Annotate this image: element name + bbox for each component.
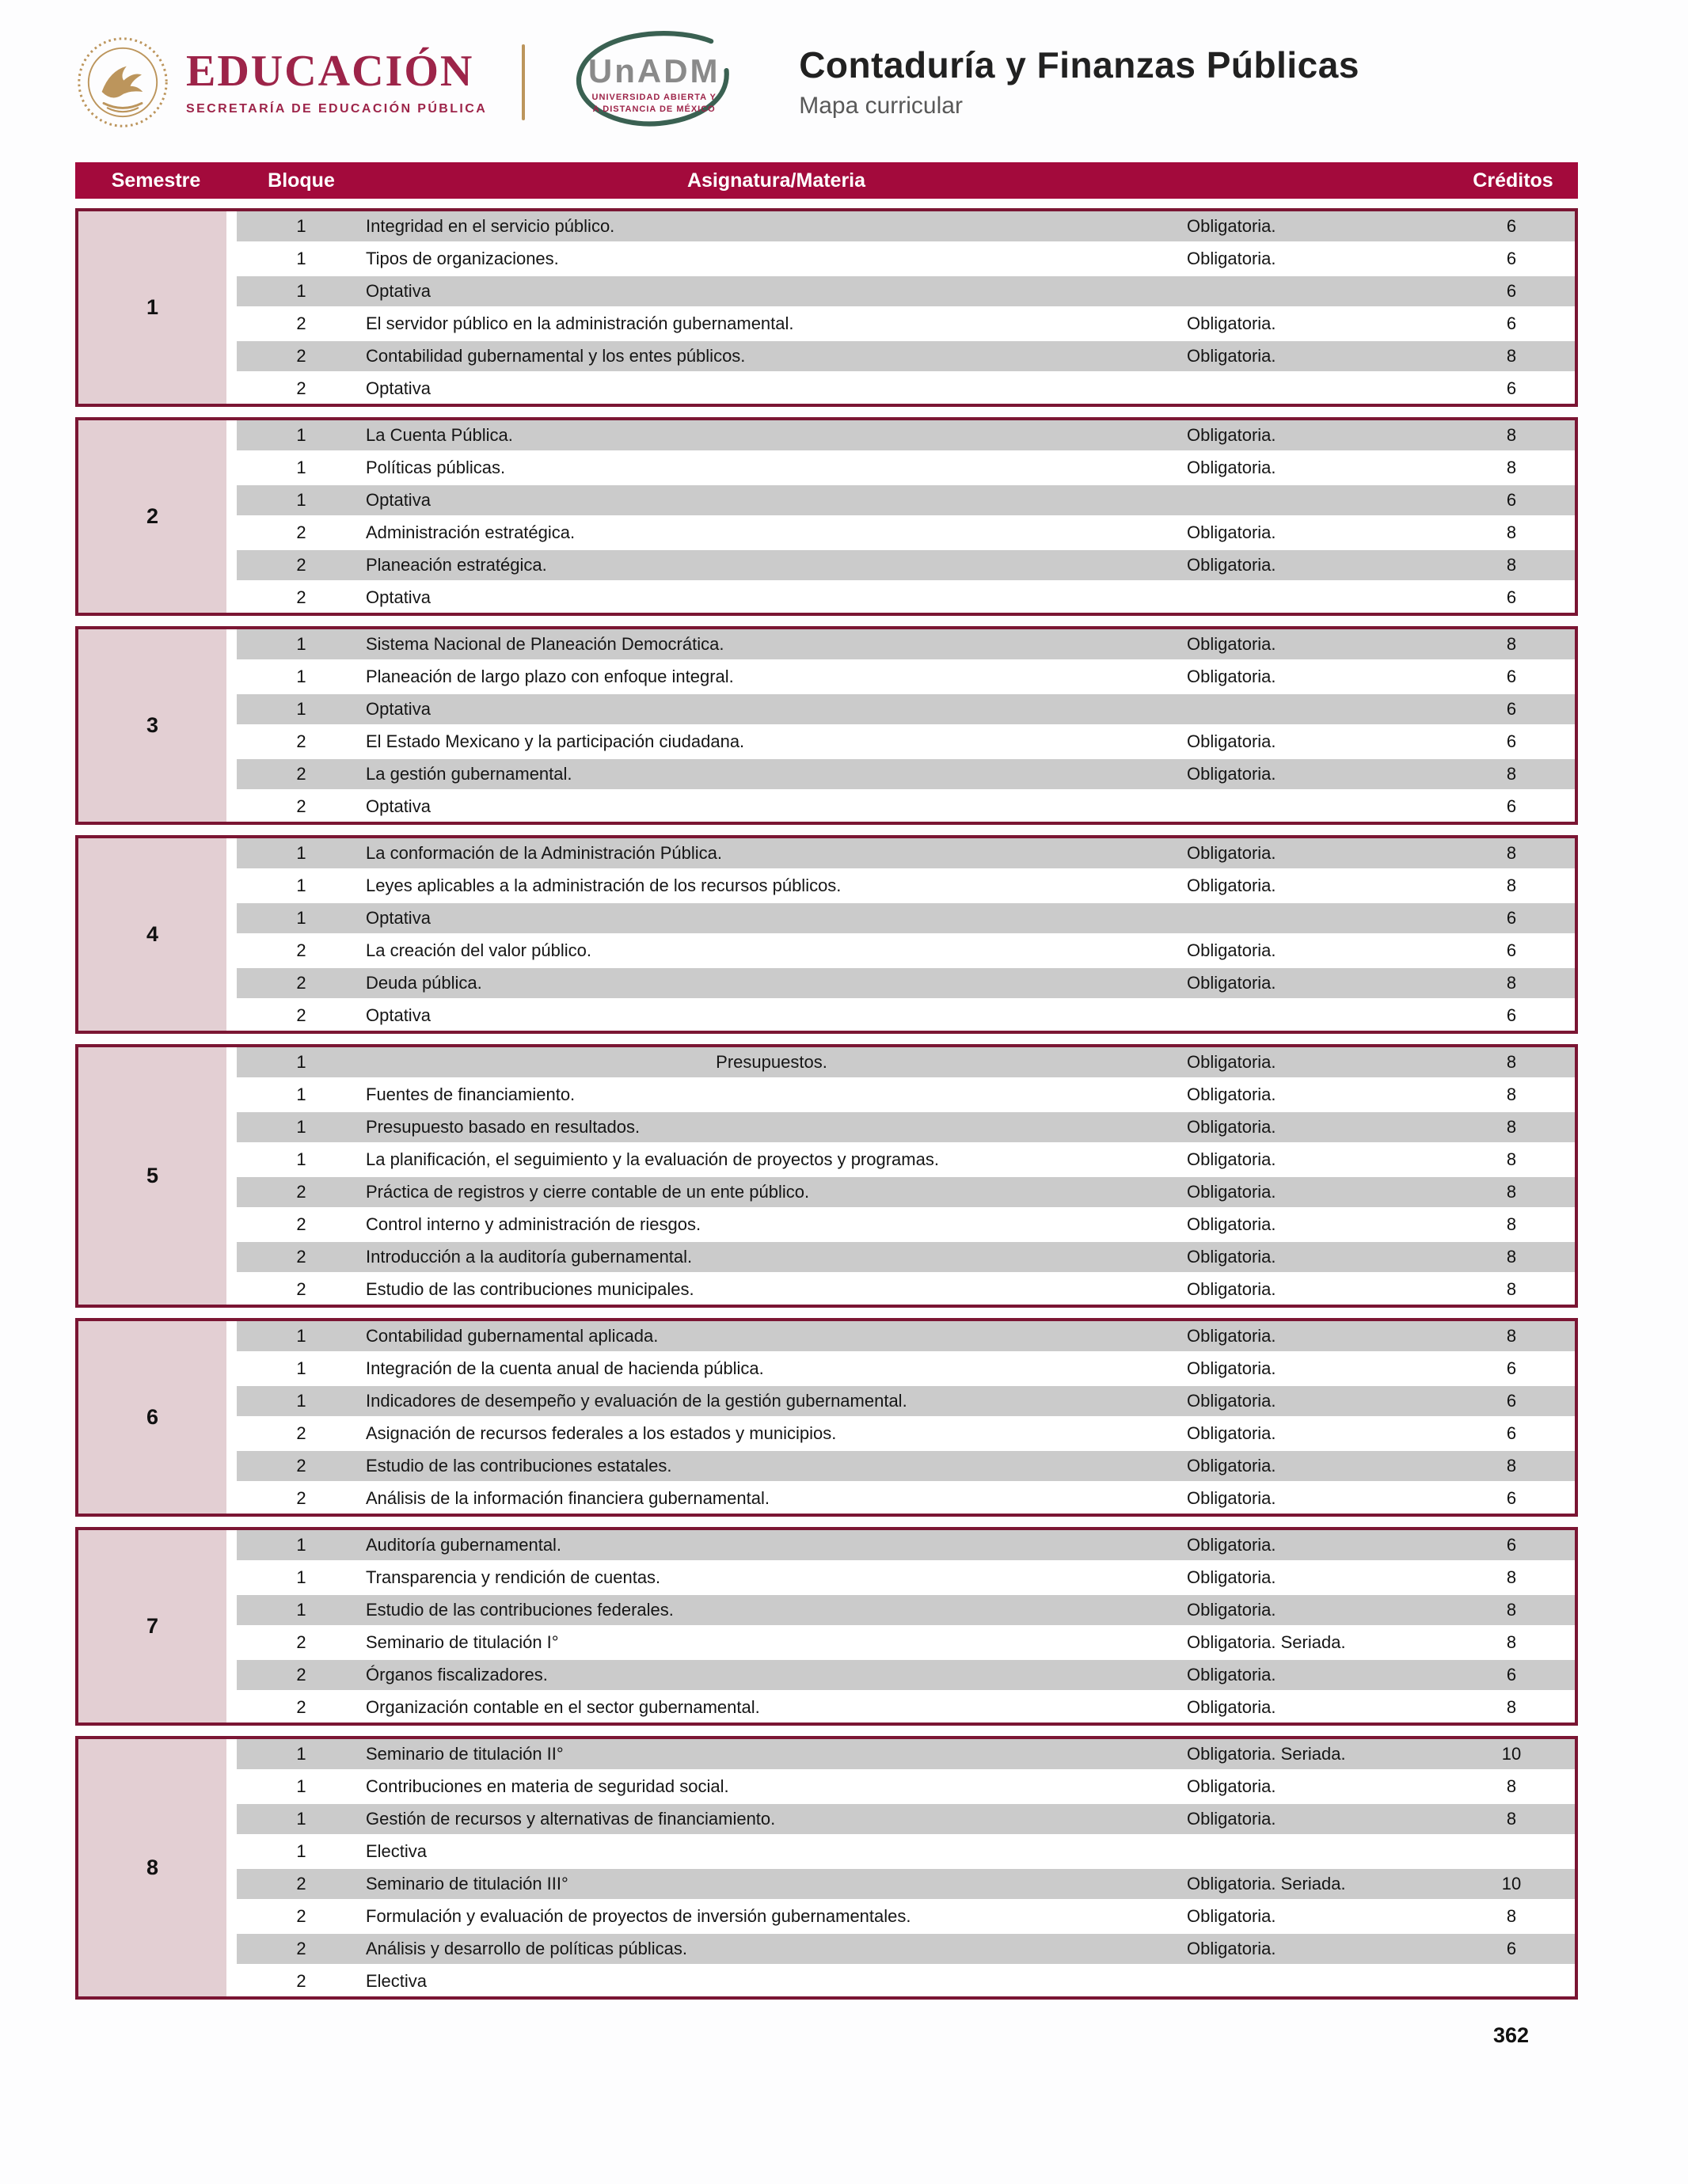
row-bloque: 1: [296, 425, 306, 445]
row-materia: La creación del valor público.: [366, 940, 591, 960]
row-creditos: 8: [1506, 1567, 1517, 1587]
sep-educacion-logo: [75, 35, 487, 130]
row-creditos: 6: [1506, 1535, 1517, 1555]
table-row: [237, 903, 1575, 936]
logo-divider: [522, 44, 525, 120]
row-materia: Presupuestos.: [716, 1052, 827, 1072]
row-tipo: Obligatoria.: [1187, 940, 1276, 960]
row-bloque: 2: [296, 1697, 306, 1717]
table-row: [237, 1901, 1575, 1934]
row-tipo: Obligatoria.: [1187, 1391, 1276, 1411]
row-bloque: 2: [296, 313, 306, 333]
semester-number: 4: [78, 838, 226, 1031]
row-tipo: Obligatoria.: [1187, 313, 1276, 333]
row-materia: Optativa: [366, 908, 431, 928]
row-bloque: 2: [296, 1632, 306, 1652]
row-creditos: 8: [1506, 555, 1517, 575]
table-row: [237, 1321, 1575, 1354]
row-creditos: 8: [1506, 1084, 1517, 1104]
table-row: [237, 1804, 1575, 1836]
semester-rows: [237, 211, 1575, 404]
row-materia: Estudio de las contribuciones federales.: [366, 1600, 674, 1620]
semester-block: [75, 835, 1578, 1034]
row-tipo: Obligatoria.: [1187, 1535, 1276, 1555]
table-row: [237, 1419, 1575, 1451]
row-tipo: Obligatoria.: [1187, 1247, 1276, 1267]
semester-number: 1: [78, 211, 226, 404]
row-tipo: Obligatoria.: [1187, 458, 1276, 477]
table-row: [237, 211, 1575, 244]
row-creditos: 6: [1506, 1939, 1517, 1958]
table-row: [237, 792, 1575, 822]
row-materia: Optativa: [366, 490, 431, 510]
table-row: [237, 1242, 1575, 1274]
row-materia: Análisis y desarrollo de políticas públicas.: [366, 1939, 687, 1958]
row-tipo: Obligatoria. Seriada.: [1187, 1744, 1346, 1764]
row-bloque: 2: [296, 1005, 306, 1025]
row-bloque: 2: [296, 1971, 306, 1991]
semester-rows: [237, 1321, 1575, 1514]
row-creditos: 8: [1506, 1697, 1517, 1717]
row-creditos: 8: [1506, 875, 1517, 895]
table-row: [237, 309, 1575, 341]
row-bloque: 1: [296, 1084, 306, 1104]
row-tipo: Obligatoria.: [1187, 1326, 1276, 1346]
row-creditos: 6: [1506, 908, 1517, 928]
row-tipo: Obligatoria.: [1187, 1939, 1276, 1958]
table-row: [237, 1772, 1575, 1804]
row-materia: Integración de la cuenta anual de hacienda pública.: [366, 1358, 764, 1378]
table-row: [237, 1451, 1575, 1483]
row-creditos: 8: [1506, 764, 1517, 784]
semester-rows: [237, 420, 1575, 613]
row-creditos: 6: [1506, 490, 1517, 510]
row-tipo: Obligatoria.: [1187, 875, 1276, 895]
table-row: [237, 341, 1575, 374]
page-subtitle: Mapa curricular: [799, 93, 963, 120]
semester-number: 2: [78, 420, 226, 613]
row-materia: Optativa: [366, 587, 431, 607]
row-tipo: Obligatoria.: [1187, 1697, 1276, 1717]
row-materia: Electiva: [366, 1841, 428, 1861]
row-tipo: Obligatoria.: [1187, 346, 1276, 366]
row-materia: Seminario de titulación I°: [366, 1632, 559, 1652]
table-row: [237, 1386, 1575, 1419]
row-materia: La planificación, el seguimiento y la evaluación de proyectos y programas.: [366, 1149, 939, 1169]
row-creditos: 8: [1506, 1632, 1517, 1652]
row-bloque: 2: [296, 1906, 306, 1926]
row-creditos: 8: [1506, 1600, 1517, 1620]
document-titles: [799, 45, 1359, 120]
table-row: [237, 420, 1575, 453]
table-row: [237, 1210, 1575, 1242]
table-row: [237, 244, 1575, 276]
table-row: [237, 1563, 1575, 1595]
row-creditos: 6: [1506, 281, 1517, 301]
table-row: [237, 968, 1575, 1001]
row-tipo: Obligatoria.: [1187, 1423, 1276, 1443]
row-creditos: 8: [1506, 1117, 1517, 1137]
row-materia: La Cuenta Pública.: [366, 425, 513, 445]
table-row: [237, 518, 1575, 550]
row-creditos: 6: [1506, 1005, 1517, 1025]
row-materia: Optativa: [366, 796, 431, 816]
table-row: [237, 759, 1575, 792]
row-creditos: 8: [1506, 1182, 1517, 1202]
table-row: [237, 1177, 1575, 1210]
unadm-caption: [592, 92, 717, 116]
row-bloque: 2: [296, 764, 306, 784]
table-row: [237, 485, 1575, 518]
row-bloque: 1: [296, 490, 306, 510]
row-creditos: 8: [1506, 346, 1517, 366]
table-row: [237, 453, 1575, 485]
row-bloque: 1: [296, 1052, 306, 1072]
row-tipo: Obligatoria.: [1187, 1906, 1276, 1926]
row-tipo: Obligatoria.: [1187, 843, 1276, 863]
page-title: Contaduría y Finanzas Públicas: [799, 44, 1359, 85]
row-materia: La gestión gubernamental.: [366, 764, 572, 784]
row-bloque: 2: [296, 378, 306, 398]
page-number: 362: [1492, 2023, 1529, 2047]
row-bloque: 2: [296, 1488, 306, 1508]
table-row: [237, 1836, 1575, 1869]
row-creditos: 6: [1506, 796, 1517, 816]
row-bloque: 2: [296, 1214, 306, 1234]
row-creditos: 6: [1506, 378, 1517, 398]
row-creditos: 8: [1506, 843, 1517, 863]
row-materia: Optativa: [366, 378, 431, 398]
sep-brand-wordmark: EDUCACIÓN: [186, 46, 474, 96]
row-tipo: Obligatoria.: [1187, 634, 1276, 654]
row-bloque: 2: [296, 1279, 306, 1299]
row-materia: Contabilidad gubernamental y los entes públicos.: [366, 346, 746, 366]
row-tipo: Obligatoria.: [1187, 973, 1276, 993]
table-row: [237, 1628, 1575, 1660]
row-creditos: 8: [1506, 1809, 1517, 1829]
table-row: [237, 1274, 1575, 1305]
row-bloque: 1: [296, 1358, 306, 1378]
table-row: [237, 1530, 1575, 1563]
row-bloque: 2: [296, 555, 306, 575]
row-tipo: Obligatoria.: [1187, 1776, 1276, 1796]
row-materia: Optativa: [366, 1005, 431, 1025]
row-creditos: 6: [1506, 1488, 1517, 1508]
row-tipo: Obligatoria.: [1187, 731, 1276, 751]
column-header-bloque: Bloque: [268, 169, 335, 192]
table-row: [237, 276, 1575, 309]
semester-rows: [237, 1530, 1575, 1723]
row-materia: Seminario de titulación III°: [366, 1874, 568, 1893]
row-tipo: Obligatoria.: [1187, 1182, 1276, 1202]
row-bloque: 1: [296, 1809, 306, 1829]
row-materia: Presupuesto basado en resultados.: [366, 1117, 641, 1137]
row-materia: Sistema Nacional de Planeación Democrática.: [366, 634, 724, 654]
table-header-bar: [75, 162, 1578, 199]
row-bloque: 1: [296, 1391, 306, 1411]
row-tipo: Obligatoria.: [1187, 1117, 1276, 1137]
row-materia: Estudio de las contribuciones municipales.: [366, 1279, 694, 1299]
table-row: [237, 662, 1575, 694]
row-bloque: 1: [296, 1535, 306, 1555]
row-tipo: Obligatoria.: [1187, 1600, 1276, 1620]
row-bloque: 2: [296, 1247, 306, 1267]
table-row: [237, 1001, 1575, 1031]
table-row: [237, 936, 1575, 968]
row-bloque: 1: [296, 843, 306, 863]
semester-rows: [237, 1047, 1575, 1305]
row-tipo: Obligatoria.: [1187, 249, 1276, 268]
table-row: [237, 1483, 1575, 1514]
row-tipo: Obligatoria.: [1187, 1809, 1276, 1829]
table-row: [237, 1080, 1575, 1112]
row-tipo: Obligatoria.: [1187, 1456, 1276, 1476]
row-tipo: Obligatoria.: [1187, 216, 1276, 236]
row-materia: Indicadores de desempeño y evaluación de la gestión gubernamental.: [366, 1391, 907, 1411]
semester-rows: [237, 629, 1575, 822]
row-bloque: 2: [296, 796, 306, 816]
curriculum-blocks: [75, 208, 1578, 2010]
row-materia: El servidor público en la administración gubernamental.: [366, 313, 794, 333]
row-bloque: 2: [296, 940, 306, 960]
row-creditos: 8: [1506, 1776, 1517, 1796]
row-creditos: 8: [1506, 1149, 1517, 1169]
row-materia: Órganos fiscalizadores.: [366, 1665, 548, 1685]
table-row: [237, 1354, 1575, 1386]
table-row: [237, 1739, 1575, 1772]
row-creditos: 6: [1506, 699, 1517, 719]
row-bloque: 1: [296, 1149, 306, 1169]
table-row: [237, 583, 1575, 613]
row-bloque: 2: [296, 973, 306, 993]
row-creditos: 6: [1506, 1423, 1517, 1443]
page-footer: [75, 2023, 1578, 2048]
row-materia: El Estado Mexicano y la participación ciudadana.: [366, 731, 745, 751]
row-bloque: 1: [296, 634, 306, 654]
table-row: [237, 1145, 1575, 1177]
row-creditos: 8: [1506, 634, 1517, 654]
semester-number: 7: [78, 1530, 226, 1723]
row-creditos: 8: [1506, 458, 1517, 477]
row-creditos: 10: [1501, 1874, 1522, 1893]
row-tipo: Obligatoria.: [1187, 1488, 1276, 1508]
row-creditos: 6: [1506, 940, 1517, 960]
row-tipo: Obligatoria. Seriada.: [1187, 1632, 1346, 1652]
table-row: [237, 1692, 1575, 1723]
row-creditos: 8: [1506, 1326, 1517, 1346]
row-bloque: 1: [296, 249, 306, 268]
row-bloque: 1: [296, 1744, 306, 1764]
row-creditos: 6: [1506, 249, 1517, 268]
row-materia: Planeación de largo plazo con enfoque integral.: [366, 667, 734, 686]
row-materia: Deuda pública.: [366, 973, 482, 993]
semester-number: 6: [78, 1321, 226, 1514]
table-row: [237, 1934, 1575, 1966]
row-tipo: Obligatoria.: [1187, 555, 1276, 575]
row-bloque: 2: [296, 587, 306, 607]
row-tipo: Obligatoria.: [1187, 1084, 1276, 1104]
row-creditos: 10: [1501, 1744, 1522, 1764]
row-tipo: Obligatoria.: [1187, 1567, 1276, 1587]
semester-rows: [237, 1739, 1575, 1996]
row-creditos: 6: [1506, 1391, 1517, 1411]
table-row: [237, 727, 1575, 759]
row-bloque: 1: [296, 281, 306, 301]
unadm-brand-wordmark: UnADM: [587, 52, 720, 89]
row-tipo: Obligatoria.: [1187, 667, 1276, 686]
row-materia: Control interno y administración de riesgos.: [366, 1214, 701, 1234]
row-creditos: 8: [1506, 425, 1517, 445]
row-bloque: 2: [296, 1182, 306, 1202]
row-materia: Gestión de recursos y alternativas de financiamiento.: [366, 1809, 776, 1829]
row-bloque: 2: [296, 522, 306, 542]
row-creditos: 6: [1506, 216, 1517, 236]
sep-caption: SECRETARÍA DE EDUCACIÓN PÚBLICA: [186, 102, 488, 116]
row-bloque: 1: [296, 458, 306, 477]
row-materia: Estudio de las contribuciones estatales.: [366, 1456, 672, 1476]
row-bloque: 2: [296, 1423, 306, 1443]
row-bloque: 2: [296, 1665, 306, 1685]
row-creditos: 8: [1506, 1214, 1517, 1234]
table-row: [237, 550, 1575, 583]
row-bloque: 1: [296, 1776, 306, 1796]
row-tipo: Obligatoria.: [1187, 1279, 1276, 1299]
row-bloque: 1: [296, 875, 306, 895]
row-materia: Optativa: [366, 699, 431, 719]
semester-block: [75, 626, 1578, 825]
semester-rows: [237, 838, 1575, 1031]
row-materia: Seminario de titulación II°: [366, 1744, 564, 1764]
row-materia: Auditoría gubernamental.: [366, 1535, 562, 1555]
table-row: [237, 629, 1575, 662]
table-row: [237, 374, 1575, 404]
sep-eagle-emblem-icon: [75, 35, 170, 130]
row-creditos: 8: [1506, 522, 1517, 542]
table-row: [237, 1595, 1575, 1628]
semester-block: [75, 208, 1578, 407]
row-bloque: 2: [296, 731, 306, 751]
row-materia: Administración estratégica.: [366, 522, 576, 542]
unadm-caption-line1: UNIVERSIDAD ABIERTA Y: [591, 93, 717, 102]
row-tipo: Obligatoria.: [1187, 425, 1276, 445]
table-row: [237, 1660, 1575, 1692]
unadm-caption-line2: A DISTANCIA DE MÉXICO: [592, 104, 716, 114]
row-materia: Asignación de recursos federales a los estados y municipios.: [366, 1423, 837, 1443]
table-row: [237, 1869, 1575, 1901]
table-row: [237, 1112, 1575, 1145]
row-materia: La conformación de la Administración Pública.: [366, 843, 723, 863]
row-bloque: 1: [296, 1567, 306, 1587]
row-bloque: 1: [296, 1326, 306, 1346]
row-tipo: Obligatoria.: [1187, 522, 1276, 542]
row-bloque: 1: [296, 216, 306, 236]
semester-number: 3: [78, 629, 226, 822]
row-materia: Fuentes de financiamiento.: [366, 1084, 576, 1104]
row-bloque: 1: [296, 699, 306, 719]
row-bloque: 1: [296, 1117, 306, 1137]
row-creditos: 8: [1506, 1906, 1517, 1926]
row-creditos: 8: [1506, 1279, 1517, 1299]
semester-block: [75, 1318, 1578, 1517]
column-header-materia: Asignatura/Materia: [686, 169, 866, 192]
row-creditos: 6: [1506, 1358, 1517, 1378]
column-header-semestre: Semestre: [111, 169, 201, 192]
row-tipo: Obligatoria. Seriada.: [1187, 1874, 1346, 1893]
row-tipo: Obligatoria.: [1187, 764, 1276, 784]
row-bloque: 2: [296, 346, 306, 366]
row-materia: Tipos de organizaciones.: [366, 249, 559, 268]
row-creditos: 8: [1506, 973, 1517, 993]
row-materia: Planeación estratégica.: [366, 555, 547, 575]
semester-number: 8: [78, 1739, 226, 1996]
semester-block: [75, 1736, 1578, 2000]
table-row: [237, 1966, 1575, 1996]
sep-logo-text: [186, 48, 487, 117]
row-bloque: 1: [296, 908, 306, 928]
row-bloque: 2: [296, 1874, 306, 1893]
page-header: [75, 27, 1640, 138]
row-tipo: Obligatoria.: [1187, 1358, 1276, 1378]
row-creditos: 6: [1506, 731, 1517, 751]
row-materia: Optativa: [366, 281, 431, 301]
row-creditos: 8: [1506, 1052, 1517, 1072]
table-row: [237, 694, 1575, 727]
row-creditos: 8: [1506, 1247, 1517, 1267]
row-creditos: 6: [1506, 1665, 1517, 1685]
row-materia: Electiva: [366, 1971, 428, 1991]
row-tipo: Obligatoria.: [1187, 1052, 1276, 1072]
row-tipo: Obligatoria.: [1187, 1214, 1276, 1234]
row-bloque: 1: [296, 1841, 306, 1861]
semester-block: [75, 1044, 1578, 1308]
semester-block: [75, 1527, 1578, 1726]
row-bloque: 2: [296, 1939, 306, 1958]
row-materia: Introducción a la auditoría gubernamental.: [366, 1247, 693, 1267]
row-materia: Contribuciones en materia de seguridad social.: [366, 1776, 729, 1796]
row-materia: Formulación y evaluación de proyectos de inversión gubernamentales.: [366, 1906, 911, 1926]
row-creditos: 6: [1506, 667, 1517, 686]
row-bloque: 2: [296, 1456, 306, 1476]
row-tipo: Obligatoria.: [1187, 1149, 1276, 1169]
row-bloque: 1: [296, 667, 306, 686]
row-creditos: 6: [1506, 587, 1517, 607]
row-materia: Práctica de registros y cierre contable de un ente público.: [366, 1182, 810, 1202]
row-materia: Contabilidad gubernamental aplicada.: [366, 1326, 659, 1346]
row-creditos: 6: [1506, 313, 1517, 333]
row-creditos: 8: [1506, 1456, 1517, 1476]
row-materia: Organización contable en el sector gubernamental.: [366, 1697, 760, 1717]
unadm-logo: [555, 27, 753, 138]
row-materia: Transparencia y rendición de cuentas.: [366, 1567, 661, 1587]
row-bloque: 1: [296, 1600, 306, 1620]
column-header-creditos: Créditos: [1473, 169, 1553, 192]
row-materia: Políticas públicas.: [366, 458, 506, 477]
semester-number: 5: [78, 1047, 226, 1305]
table-row: [237, 838, 1575, 871]
table-row: [237, 1047, 1575, 1080]
table-row: [237, 871, 1575, 903]
row-materia: Integridad en el servicio público.: [366, 216, 615, 236]
row-materia: Leyes aplicables a la administración de los recursos públicos.: [366, 875, 842, 895]
row-materia: Análisis de la información financiera gubernamental.: [366, 1488, 770, 1508]
row-tipo: Obligatoria.: [1187, 1665, 1276, 1685]
semester-block: [75, 417, 1578, 616]
